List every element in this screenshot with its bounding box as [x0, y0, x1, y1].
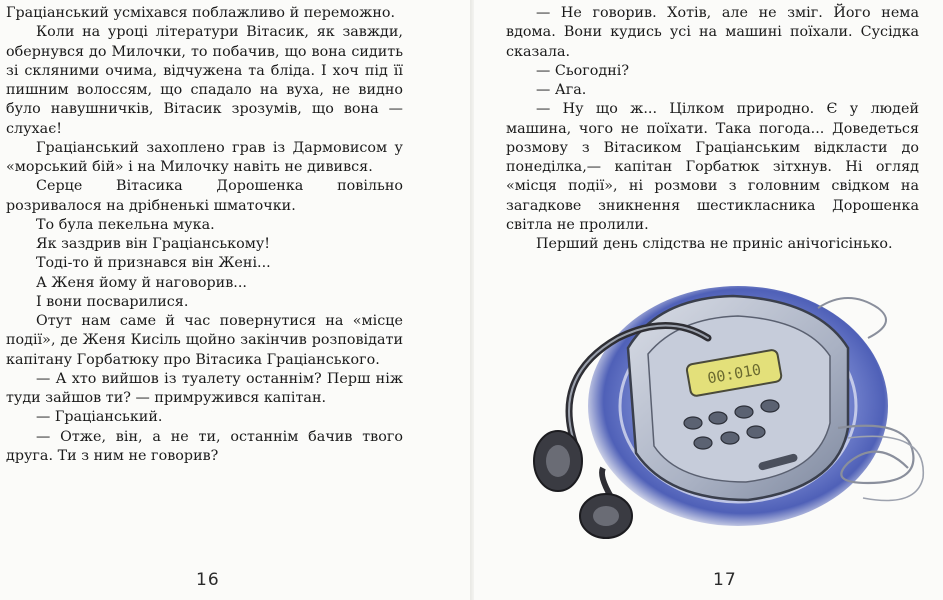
paragraph: — Ага. — [536, 82, 587, 98]
paragraph: То була пекельна мука. — [36, 216, 215, 233]
paragraph: А Женя йому й наговорив... — [36, 274, 247, 291]
page-number: 17 — [713, 570, 737, 590]
paragraph: — Граціанський. — [36, 409, 163, 426]
paragraph: Граціанський усміхався поблажливо й переможно. — [6, 5, 396, 21]
paragraph: Граціанський захоплено грав із Дармовисом у «морський бій» і на Милочку навіть не дивився. — [6, 139, 403, 175]
cd-player-with-headphones-icon — [518, 278, 938, 556]
paragraph: Отут нам саме й час повернутися на «місце події», де Женя Кисіль щойно закінчив розповідати капітану Горбатюку про Вітасика Граціанського. — [6, 313, 403, 368]
paragraph: І вони посварилися. — [36, 293, 189, 310]
player-screen-readout: 00:010 — [706, 360, 763, 388]
page-number: 16 — [196, 570, 220, 590]
left-page — [0, 0, 470, 600]
paragraph: — Ну що ж... Цілком природно. Є у людей машина, чого не поїхати. Така погода... Доведеться розмову з Вітасиком Граціанським відкласти до понеділка,— капітан Горбатюк зітхнув. Ні огляд «місця події», ні розмови з головним свідком на загадкове зникнення шестикласника Дорошенка світла не пролили. — [506, 101, 919, 233]
paragraph: — А хто вийшов із туалету останнім? Перш ніж туди зайшов ти? — примружився капітан. — [6, 370, 403, 406]
paragraph: — Сьогодні? — [536, 62, 630, 79]
paragraph: Тоді-то й признався він Жені... — [36, 255, 271, 272]
right-page-text — [506, 4, 919, 254]
right-page — [474, 0, 943, 600]
paragraph: Як заздрив він Граціанському! — [36, 236, 271, 252]
paragraph: Коли на уроці літератури Вітасик, як завжди, обернувся до Милочки, то побачив, що вона сидить зі скляними очима, відчужена та бліда. І хоч під її пишним волоссям, що спадало на вуха, не видно було навушничків, Вітасик зрозумів, що вона — слухає! — [6, 24, 403, 137]
paragraph: Перший день слідства не приніс анічогісінько. — [536, 236, 893, 252]
paragraph: — Не говорив. Хотів, але не зміг. Його нема вдома. Вони кудись усі на машині поїхали. Сусідка сказала. — [506, 5, 919, 60]
paragraph: — Отже, він, а не ти, останнім бачив твого друга. Ти з ним не говорив? — [6, 428, 403, 464]
paragraph: Серце Вітасика Дорошенка повільно розривалося на дрібненькі шматочки. — [6, 178, 403, 214]
left-page-text — [6, 4, 403, 466]
